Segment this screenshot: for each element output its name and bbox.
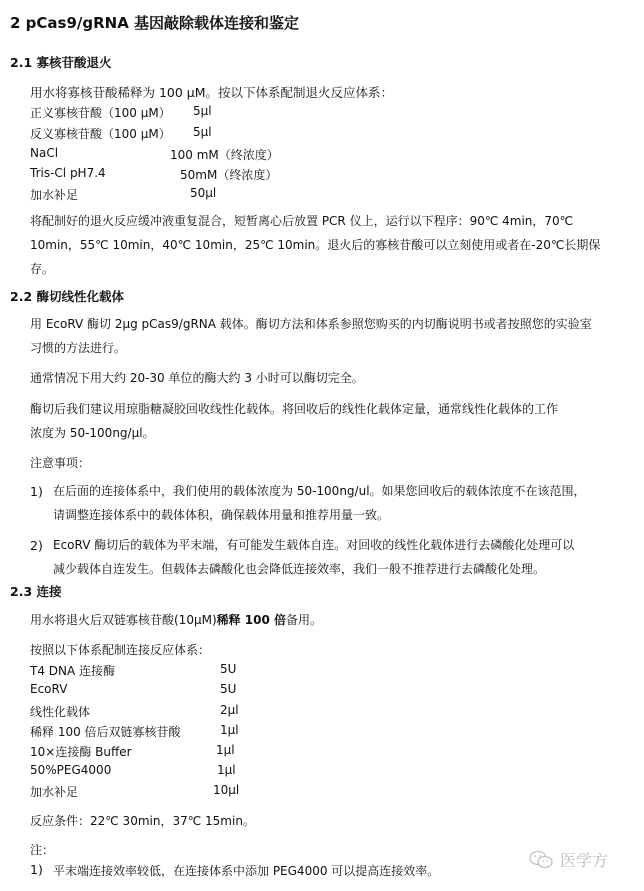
recipe-component: 稀释 100 倍后双链寡核苷酸 — [30, 725, 181, 739]
gel-recovery-line: 酶切后我们建议用琼脂糖凝胶回收线性化载体。将回收后的线性化载体定量，通常线性化载体的工作 — [30, 402, 559, 416]
recipe-amount: 1µl — [220, 723, 239, 737]
note-text-line: 请调整连接体系中的载体体积，确保载体用量和推荐用量一致。 — [53, 508, 390, 522]
digestion-paragraph-line: 习惯的方法进行。 — [30, 341, 127, 355]
notes-label: 注意事项： — [30, 456, 91, 470]
gel-recovery-line: 浓度为 50-100ng/µl。 — [30, 426, 155, 440]
section-heading-annealing: 2.1 寡核苷酸退火 — [10, 55, 112, 70]
dilution-text: 备用。 — [286, 613, 323, 627]
reaction-conditions: 反应条件：22℃ 30min，37℃ 15min。 — [30, 814, 255, 828]
recipe-component: T4 DNA 连接酶 — [30, 664, 116, 678]
note-number: 1) — [30, 484, 43, 499]
recipe-component: NaCl — [30, 146, 59, 160]
note-number: 1) — [30, 862, 43, 877]
recipe-component: 加水补足 — [30, 785, 79, 799]
document-title: 2 pCas9/gRNA 基因敲除载体连接和鉴定 — [10, 14, 300, 32]
recipe-component: 10×连接酶 Buffer — [30, 745, 132, 759]
recipe-amount: 2µl — [220, 703, 239, 717]
note-text-line: 减少载体自连发生。但载体去磷酸化也会降低连接效率，我们一般不推荐进行去磷酸化处理。 — [53, 562, 546, 576]
dilution-text: 用水将退火后双链寡核苷酸(10µM) — [30, 613, 217, 627]
ligation-recipe-intro: 按照以下体系配制连接反应体系： — [30, 643, 211, 657]
recipe-component: 加水补足 — [30, 188, 79, 202]
recipe-component: 线性化载体 — [30, 705, 91, 719]
recipe-component: Tris-Cl pH7.4 — [30, 166, 106, 180]
annealing-procedure-line: 将配制好的退火反应缓冲液重复混合，短暂离心后放置 PCR 仪上，运行以下程序：90℃ 4min，70℃ — [30, 214, 574, 228]
watermark-text: 医学方 — [560, 851, 609, 870]
recipe-amount: 5U — [220, 682, 237, 696]
recipe-amount: 50mM（终浓度） — [180, 168, 278, 182]
digestion-paragraph-line: 用 EcoRV 酶切 2µg pCas9/gRNA 载体。酶切方法和体系参照您购买的内切酶说明书或者按照您的实验室 — [30, 317, 592, 331]
watermark — [528, 848, 608, 871]
recipe-amount: 1µl — [217, 763, 236, 777]
dilution-instruction — [30, 608, 322, 633]
recipe-component: 正义寡核苷酸（100 µM） — [30, 106, 171, 120]
annealing-procedure-line: 10min，55℃ 10min，40℃ 10min，25℃ 10min。退火后的寡核苷酸可以立刻使用或者在-20℃长期保 — [30, 238, 601, 252]
note-text: 平末端连接效率较低，在连接体系中添加 PEG4000 可以提高连接效率。 — [53, 864, 440, 878]
recipe-amount: 10µl — [213, 783, 240, 797]
recipe-component: EcoRV — [30, 682, 68, 696]
dilution-emphasis: 稀释 100 倍 — [216, 613, 287, 627]
note-number: 2) — [30, 538, 43, 553]
recipe-amount: 5µl — [193, 125, 212, 139]
note-text-line: 在后面的连接体系中，我们使用的载体浓度为 50-100ng/ul。如果您回收后的载体浓度不在该范围， — [53, 484, 586, 498]
recipe-component: 反义寡核苷酸（100 µM） — [30, 127, 171, 141]
note-text-line: EcoRV 酶切后的载体为平末端，有可能发生载体自连。对回收的线性化载体进行去磷酸化处理可以 — [53, 538, 575, 552]
recipe-amount: 5U — [220, 662, 237, 676]
recipe-amount: 1µl — [216, 743, 235, 757]
note-label: 注： — [30, 843, 55, 857]
annealing-intro: 用水将寡核苷酸稀释为 100 µM。按以下体系配制退火反应体系： — [30, 85, 394, 100]
section-heading-digestion: 2.2 酶切线性化载体 — [10, 289, 124, 304]
wechat-icon — [528, 850, 554, 870]
section-heading-ligation: 2.3 连接 — [10, 584, 62, 599]
digestion-paragraph: 通常情况下用大约 20-30 单位的酶大约 3 小时可以酶切完全。 — [30, 371, 364, 385]
annealing-procedure-line: 存。 — [30, 262, 55, 276]
recipe-component: 50%PEG4000 — [30, 763, 112, 777]
recipe-amount: 50µl — [190, 186, 217, 200]
recipe-amount: 5µl — [193, 104, 212, 118]
recipe-amount: 100 mM（终浓度） — [170, 148, 279, 162]
